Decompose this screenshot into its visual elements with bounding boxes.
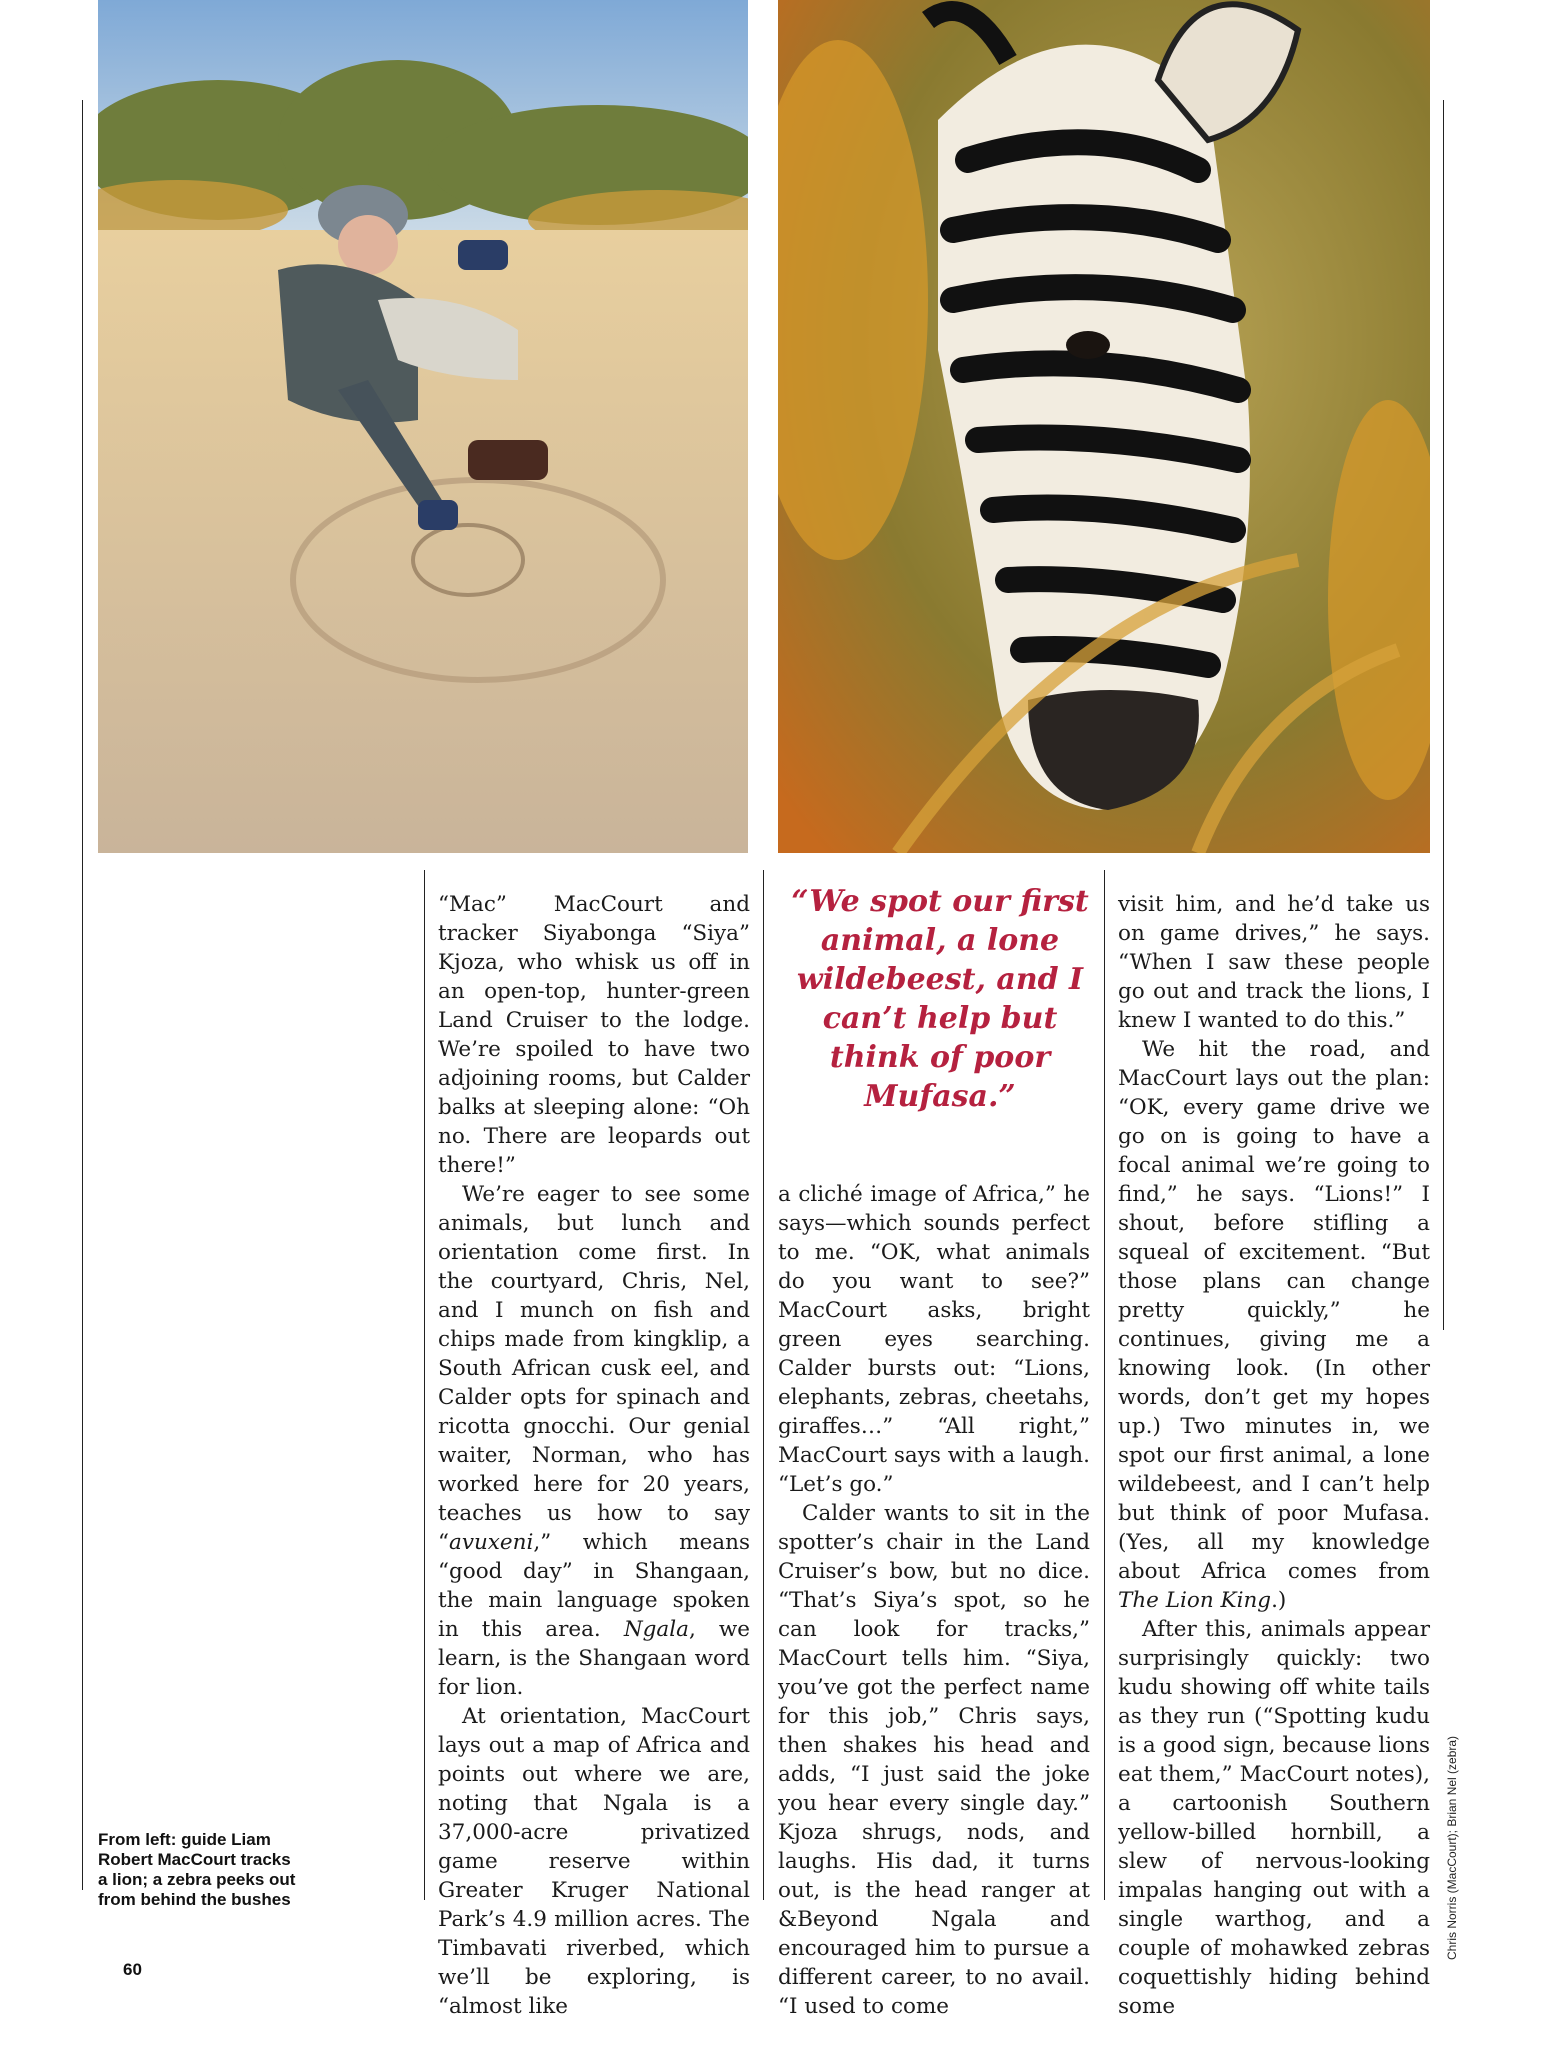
paragraph: After this, animals appear surprisingly quickly: two kudu showing off white tails as they run (“Spotting kudu is a good sign, because lions eat them,” MacCourt notes), a cartoonish Southern yellow-billed hornbill, a slew of nervous-looking impalas hanging out with a single warthog, and a couple of mohawked zebras coquettishly hiding behind some: [1118, 1617, 1430, 2019]
column-rule-right: [1443, 100, 1444, 1330]
column-rule-left: [82, 100, 83, 1890]
column-rule-2: [763, 870, 764, 1900]
caption-text: guide Liam Robert MacCourt tracks a lion; a zebra peeks out from behind the bushes: [98, 1830, 296, 1909]
column-rule-3: [1104, 870, 1105, 1900]
photo-caption: [98, 1830, 298, 1910]
paragraph: “Mac” MacCourt and tracker Siyabonga “Siya” Kjoza, who whisk us off in an open-top, hunter-green Land Cruiser to the lodge. We’re spoiled to have two adjoining rooms, but Calder balks at sleeping alone: “Oh no. There are leopards out there!”: [438, 892, 750, 1178]
pull-quote: “We spot our first animal, a lone wildebeest, and I can’t help but think of poor Mufasa.”: [791, 884, 1089, 1114]
zebra-photo: [778, 0, 1430, 853]
paragraph: We hit the road, and MacCourt lays out the plan: “OK, every game drive we go on is going to have a focal animal we’re going to find,” he says. “Lions!” I shout, before stifling a squeal of excitement. “But those plans can change pretty quickly,” he continues, giving me a knowing look. (In other words, don’t get my hopes up.) Two minutes in, we spot our first animal, a lone wildebeest, and I can’t help but think of poor Mufasa. (Yes, all my knowledge about Africa comes from The Lion King.): [1118, 1037, 1430, 1613]
photo-credit: Chris Norris (MacCourt); Brian Nel (zebra): [1445, 1735, 1459, 1960]
column-rule-1: [424, 870, 425, 1900]
paragraph: visit him, and he’d take us on game drives,” he says. “When I saw these people go out and track the lions, I knew I wanted to do this.”: [1118, 892, 1430, 1033]
body-column-3: [1118, 890, 1430, 2021]
caption-lead: From left:: [98, 1830, 177, 1849]
zebra-illustration: [778, 0, 1430, 853]
body-column-2: [778, 1180, 1090, 2021]
paragraph: We’re eager to see some animals, but lunch and orientation come first. In the courtyard, Chris, Nel, and I munch on fish and chips made from kingklip, a South African cusk eel, and Calder opts for spinach and ricotta gnocchi. Our genial waiter, Norman, who has worked here for 20 years, teaches us how to say “avuxeni,” which means “good day” in Shangaan, the main language spoken in this area. Ngala, we learn, is the Shangaan word for lion.: [438, 1182, 750, 1700]
guide-tracking-illustration: [98, 0, 748, 853]
guide-tracking-photo: [98, 0, 748, 853]
body-column-1: [438, 890, 750, 2021]
paragraph: a cliché image of Africa,” he says—which sounds perfect to me. “OK, what animals do you want to see?” MacCourt asks, bright green eyes searching. Calder bursts out: “Lions, elephants, zebras, cheetahs, giraffes…” “All right,” MacCourt says with a laugh. “Let’s go.”: [778, 1182, 1090, 1497]
page-number: 60: [123, 1960, 142, 1979]
paragraph: At orientation, MacCourt lays out a map of Africa and points out where we are, noting that Ngala is a 37,000-acre privatized game reserve within Greater Kruger National Park’s 4.9 million acres. The Timbavati riverbed, which we’ll be exploring, is “almost like: [438, 1704, 750, 2019]
paragraph: Calder wants to sit in the spotter’s chair in the Land Cruiser’s bow, but no dice. “That’s Siya’s spot, so he can look for tracks,” MacCourt tells him. “Siya, you’ve got the perfect name for this job,” Chris says, then shakes his head and adds, “I just said the joke you hear every single day.” Kjoza shrugs, nods, and laughs. His dad, it turns out, is the head ranger at &Beyond Ngala and encouraged him to pursue a different career, to no avail. “I used to come: [778, 1501, 1090, 2019]
